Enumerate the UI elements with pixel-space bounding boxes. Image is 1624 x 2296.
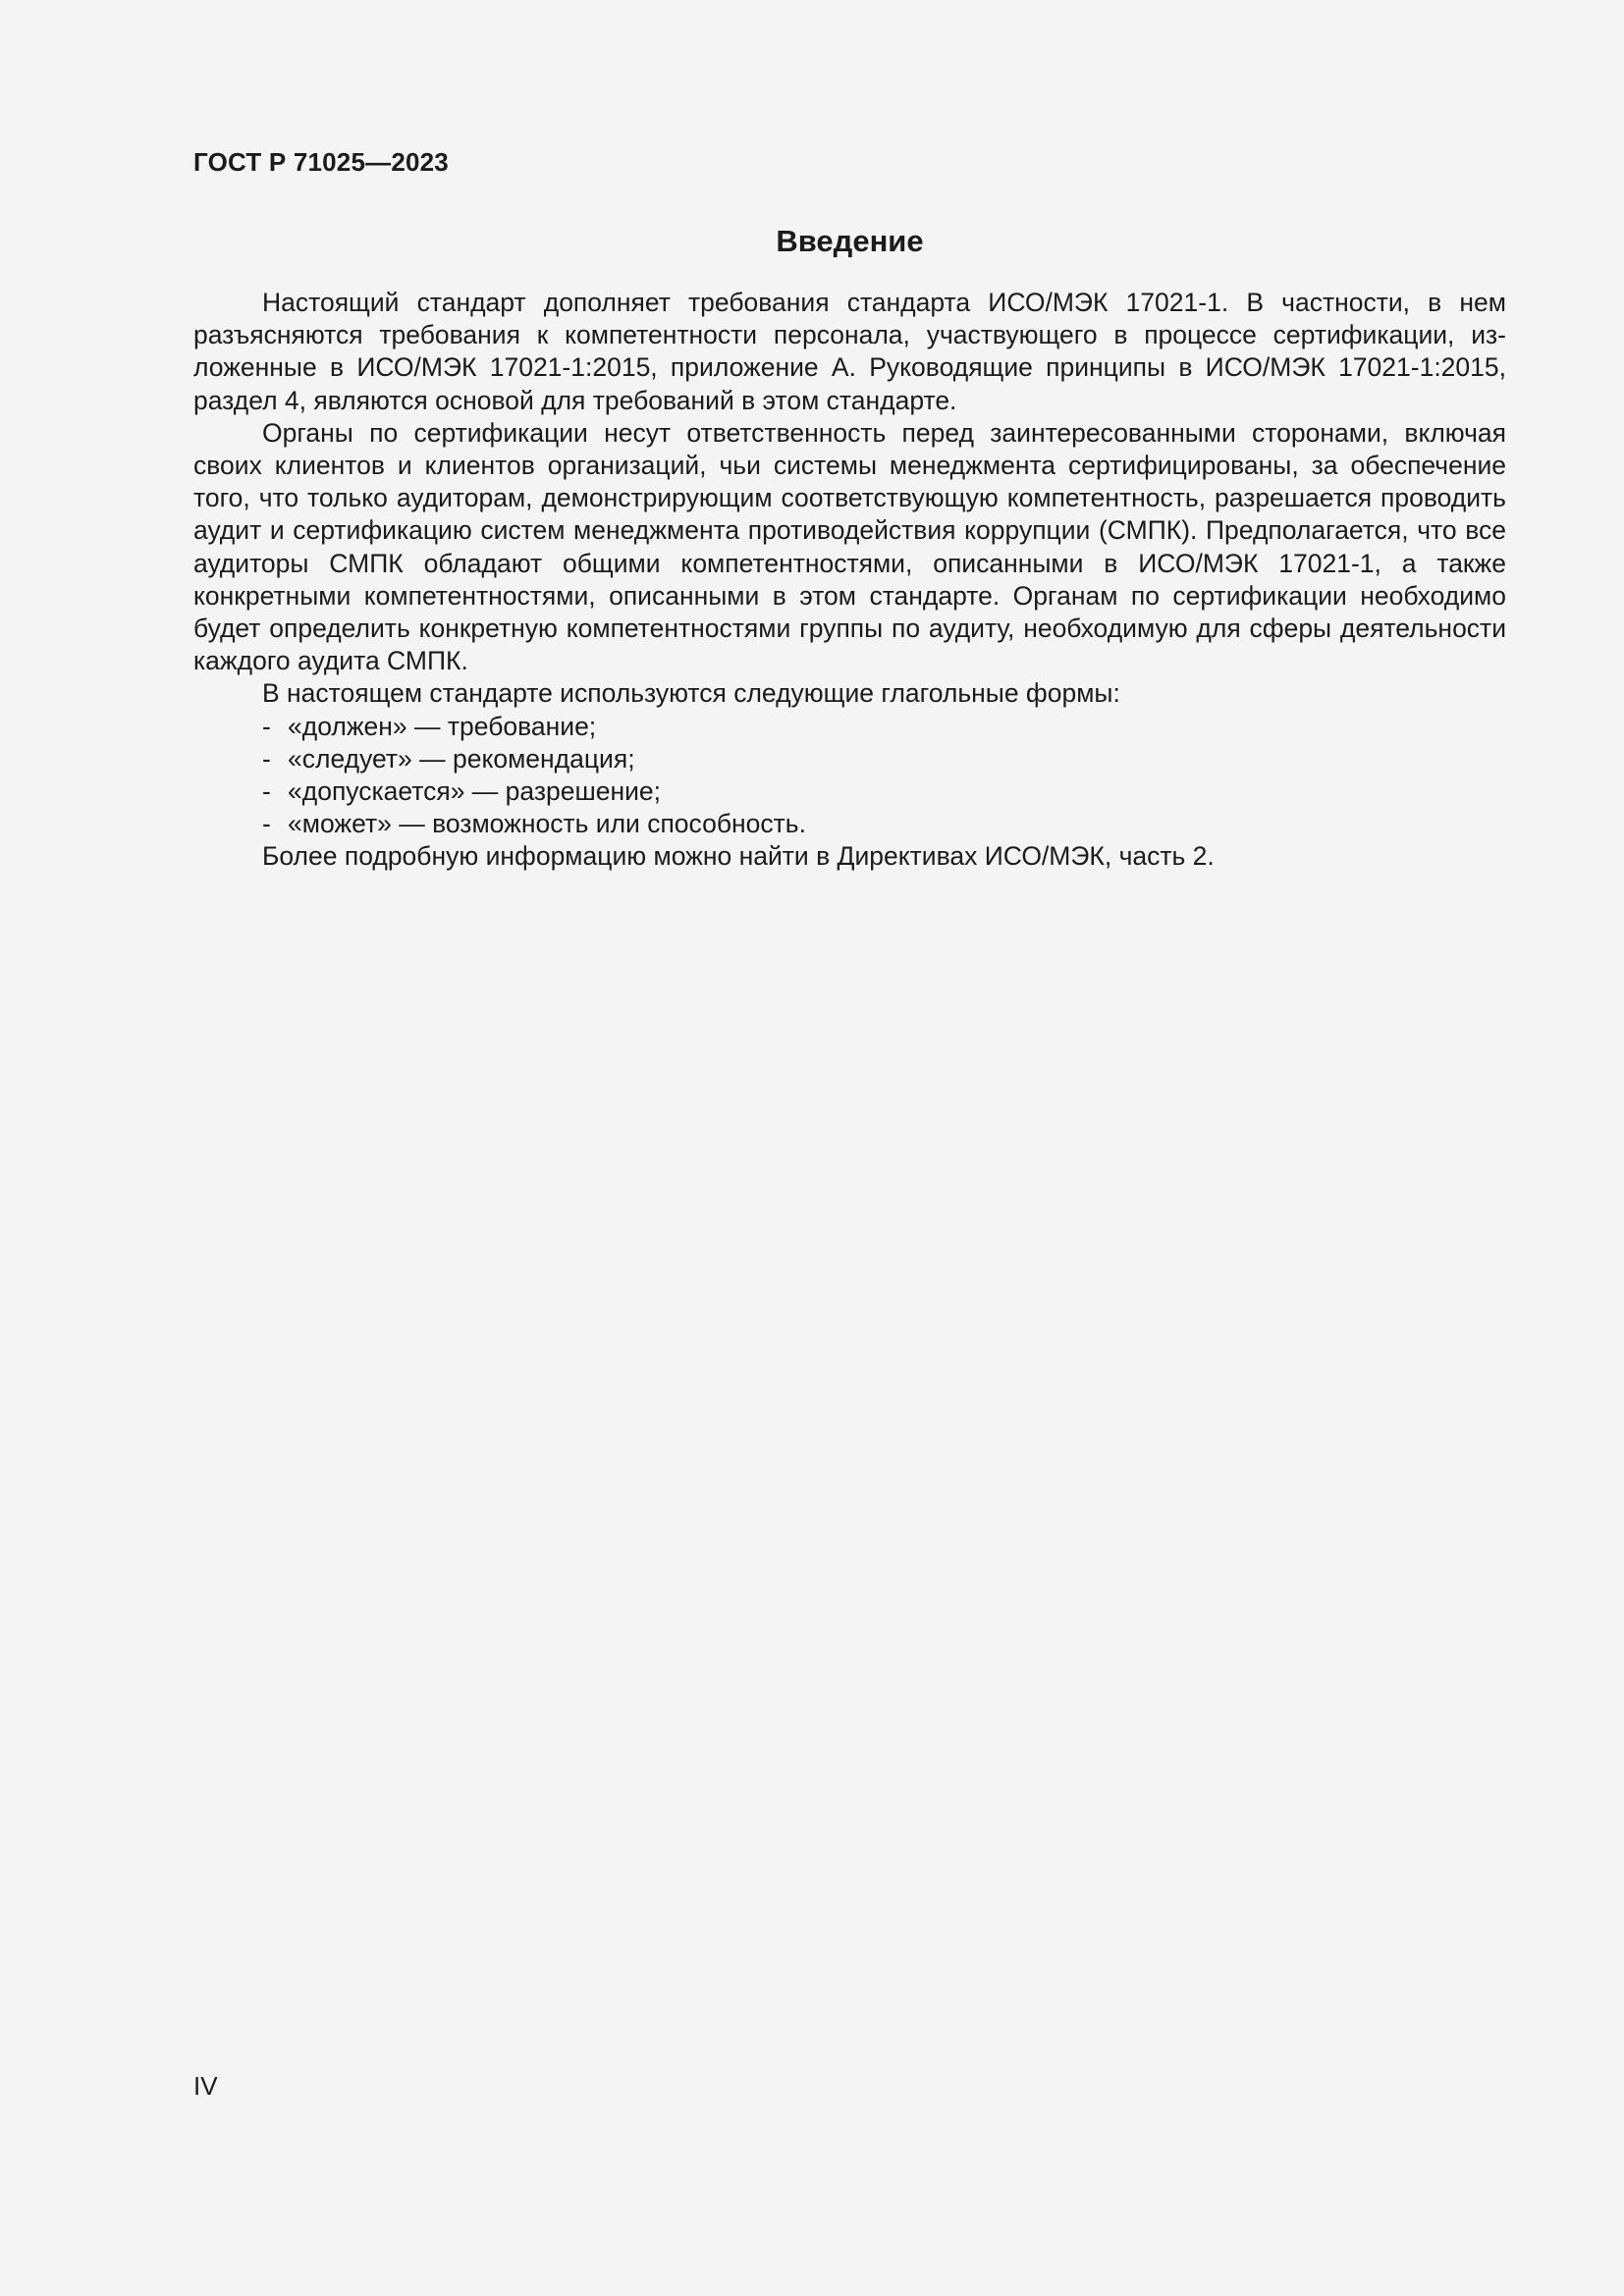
page-number: IV [193,2071,218,2101]
list-dash: - [262,711,271,741]
document-code: ГОСТ Р 71025—2023 [193,147,449,177]
paragraph: Органы по сертификации несут ответственность перед заинтересованными сторонами, включая своих клиентов и клиентов организаций, чьи системы менеджмента сертифицированы, за обеспечение того, что только аудиторам, демонстрирующим соответствующую компетентность, разрешается проводить аудит и сертификацию систем менеджмента противодействия коррупции (СМПК). Предполагается, что все аудиторы СМПК обладают общими компетентностями, описанными в ИСО/МЭК 17021-1, а также конкретными компетентностями, описанными в этом стандарте. Органам по сертификации необходимо будет определить конкретную компетентностями группы по аудиту, необходимую для сферы деятельности каждого аудита СМПК. [193,417,1506,676]
list-item [193,808,1506,840]
list-item-text: «должен» — требование; [288,711,597,741]
list-item-text: «следует» — рекомендация; [288,743,635,774]
list-item-text: «допускается» — разрешение; [288,776,662,807]
list-item-text: «может» — возможность или способность. [288,809,806,839]
section-body [193,287,1506,874]
closing-paragraph: Более подробную информацию можно найти в Директивах ИСО/МЭК, часть 2. [262,841,1215,872]
list-dash: - [262,809,271,839]
paragraph: Настоящий стандарт дополняет требования стандарта ИСО/МЭК 17021-1. В частности, в нем разъясняются требования к компетентности персонала, участвующего в процессе сертификации, изложенные в ИСО/МЭК 17021-1:2015, приложение А. Руководящие принципы в ИСО/МЭК 17021-1:2015, раздел 4, являются основой для требований в этом стандарте. [193,288,1506,415]
list-dash: - [262,776,271,807]
list-item [193,711,1506,743]
list-dash: - [262,743,271,774]
list-item [193,775,1506,808]
section-title: Введение [776,224,924,258]
verb-forms-list [193,711,1506,841]
list-item [193,743,1506,775]
paragraph: В настоящем стандарте используются следующие глагольные формы: [262,678,1120,709]
